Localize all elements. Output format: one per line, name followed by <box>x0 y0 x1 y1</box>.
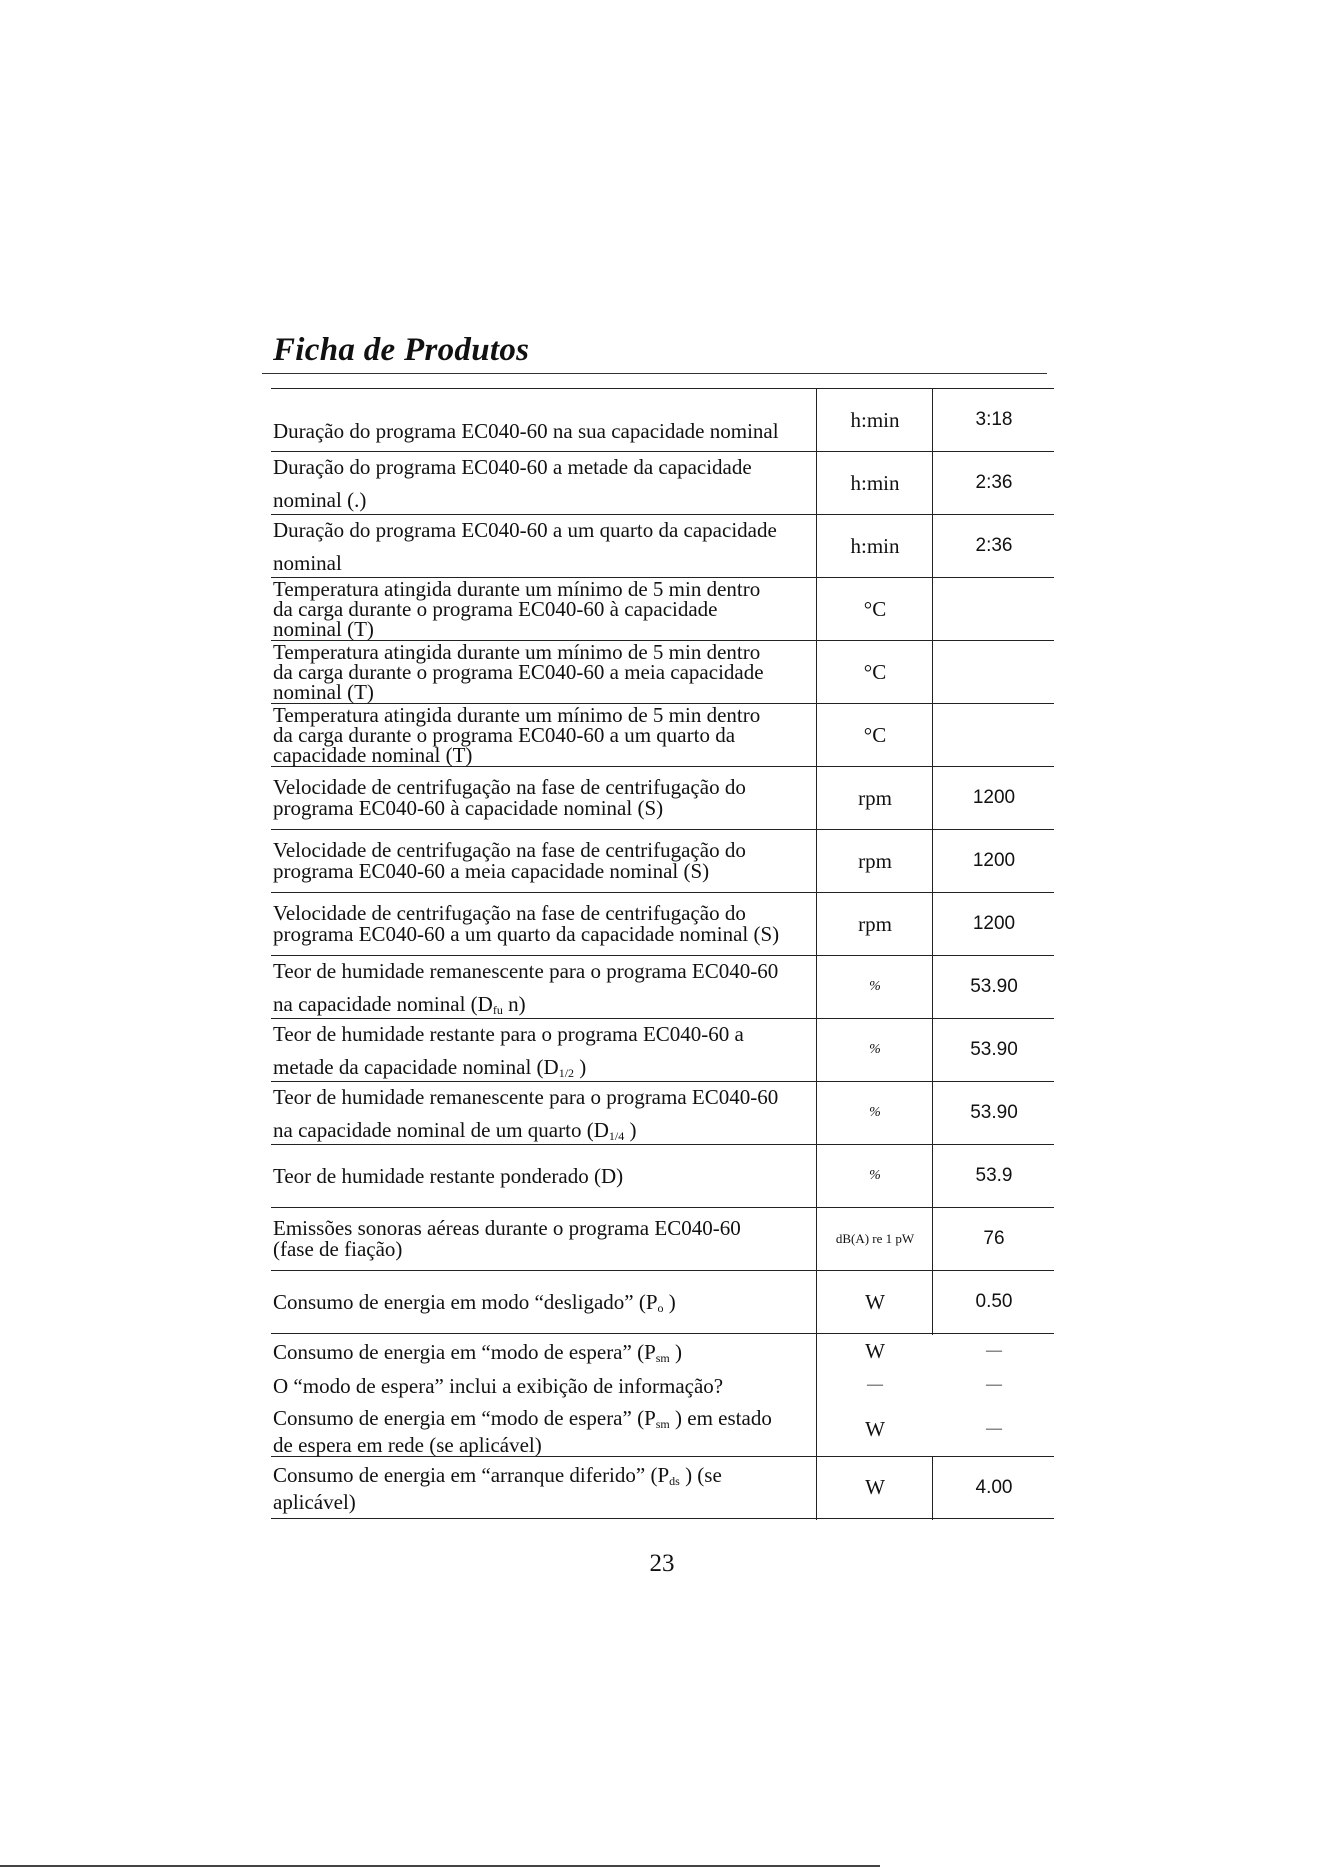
table-row <box>271 1368 1054 1402</box>
row-value: 1200 <box>972 850 1016 871</box>
row-unit: dB(A) re 1 pW <box>835 1231 915 1246</box>
table-row <box>271 1208 1054 1271</box>
row-unit: % <box>869 1042 881 1057</box>
row-description: O “modo de espera” inclui a exibição de informação? <box>273 1374 724 1398</box>
row-description: Velocidade de centrifugação na fase de centrifugação do programa EC040-60 à capacidade nominal (S) <box>273 775 746 820</box>
row-value: 2:36 <box>975 472 1013 493</box>
row-description: Velocidade de centrifugação na fase de centrifugação do programa EC040-60 a um quarto da capacidade nominal (S) <box>273 901 780 946</box>
table-row <box>271 830 1054 893</box>
table-row <box>271 641 1054 704</box>
row-description: Duração do programa EC040-60 na sua capacidade nominal <box>273 419 779 443</box>
row-unit: W <box>865 1416 885 1441</box>
table-row <box>271 1019 1054 1082</box>
row-unit: rpm <box>858 785 892 810</box>
row-value: 53.90 <box>970 1039 1018 1060</box>
row-unit: % <box>869 1168 881 1183</box>
table-row <box>271 1271 1054 1334</box>
row-value: 3:18 <box>975 409 1013 430</box>
row-value: 1200 <box>972 787 1016 808</box>
row-value <box>934 704 1054 766</box>
row-description: Duração do programa EC040-60 a um quarto da capacidade nominal <box>273 518 777 575</box>
row-value: 1200 <box>972 913 1016 934</box>
row-unit: rpm <box>858 911 892 936</box>
table-row <box>271 1082 1054 1145</box>
row-description: Consumo de energia em “modo de espera” ($P_{sm}$ ) <box>273 1340 683 1365</box>
table-row <box>271 1334 1054 1368</box>
row-value: 0.50 <box>975 1291 1013 1312</box>
table-row <box>271 452 1054 515</box>
table-row <box>271 767 1054 830</box>
bottom-rule <box>0 1865 880 1867</box>
row-value: 2:36 <box>975 535 1013 556</box>
row-description: Consumo de energia em “arranque diferido” ($P_{ds}$ ) (se aplicável) <box>273 1463 722 1514</box>
row-value: — <box>986 1376 1002 1393</box>
row-unit: % <box>869 979 881 994</box>
table-row <box>271 1145 1054 1208</box>
row-description: Temperatura atingida durante um mínimo de 5 min dentro da carga durante o programa EC040-60 a um quarto da capacidade nominal (T) <box>273 703 761 767</box>
row-unit: W <box>865 1475 885 1499</box>
row-description: Duração do programa EC040-60 a metade da capacidade nominal (.) <box>273 455 752 512</box>
row-value <box>934 641 1054 703</box>
row-unit: °C <box>863 722 887 747</box>
table-row <box>271 578 1054 641</box>
row-value: 53.9 <box>975 1165 1013 1186</box>
row-unit: — <box>867 1376 883 1393</box>
row-value: 76 <box>983 1228 1005 1249</box>
row-unit: h:min <box>850 470 900 495</box>
row-unit: °C <box>863 659 887 684</box>
row-unit: h:min <box>850 533 900 558</box>
row-description: Consumo de energia em “modo de espera” ($P_{sm}$ ) em estado de espera em rede (se aplicável) <box>273 1406 772 1457</box>
row-description: Teor de humidade remanescente para o programa EC040-60 na capacidade nominal de um quarto ($D_{1/4}$ ) <box>273 1085 779 1143</box>
table-row <box>271 1457 1054 1519</box>
row-description: Velocidade de centrifugação na fase de centrifugação do programa EC040-60 a meia capacidade nominal (S) <box>273 838 746 883</box>
row-value: 53.90 <box>970 976 1018 997</box>
row-description: Teor de humidade remanescente para o programa EC040-60 na capacidade nominal ($D_{fu}$ n) <box>273 959 779 1017</box>
table-row <box>271 389 1054 452</box>
row-unit: h:min <box>850 407 900 432</box>
row-value: 4.00 <box>975 1476 1013 1498</box>
row-value: — <box>986 1420 1002 1437</box>
row-unit: °C <box>863 596 887 621</box>
table-row <box>271 1402 1054 1457</box>
product-sheet-table <box>271 388 1054 1519</box>
row-unit: W <box>865 1338 885 1363</box>
row-description: Consumo de energia em modo “desligado” ($P_o$ ) <box>273 1290 676 1315</box>
title-rule <box>262 373 1047 374</box>
row-description: Temperatura atingida durante um mínimo de 5 min dentro da carga durante o programa EC040-60 a meia capacidade nominal (T) <box>273 640 764 704</box>
table-row <box>271 704 1054 767</box>
row-unit: % <box>869 1105 881 1120</box>
row-description: Temperatura atingida durante um mínimo de 5 min dentro da carga durante o programa EC040-60 à capacidade nominal (T) <box>273 577 761 641</box>
row-description: Emissões sonoras aéreas durante o programa EC040-60 (fase de fiação) <box>273 1216 741 1261</box>
row-description: Teor de humidade restante ponderado (D) <box>273 1164 624 1188</box>
table-row <box>271 956 1054 1019</box>
row-unit: W <box>865 1289 885 1314</box>
row-value: — <box>986 1342 1002 1359</box>
row-value <box>934 578 1054 640</box>
table-row <box>271 515 1054 578</box>
row-value: 53.90 <box>970 1102 1018 1123</box>
row-unit: rpm <box>858 848 892 873</box>
page-title: Ficha de Produtos <box>273 332 530 368</box>
row-description: Teor de humidade restante para o programa EC040-60 a metade da capacidade nominal ($D_{1/2}$ ) <box>273 1022 744 1080</box>
page-number: 23 <box>649 1550 675 1577</box>
table-row <box>271 893 1054 956</box>
